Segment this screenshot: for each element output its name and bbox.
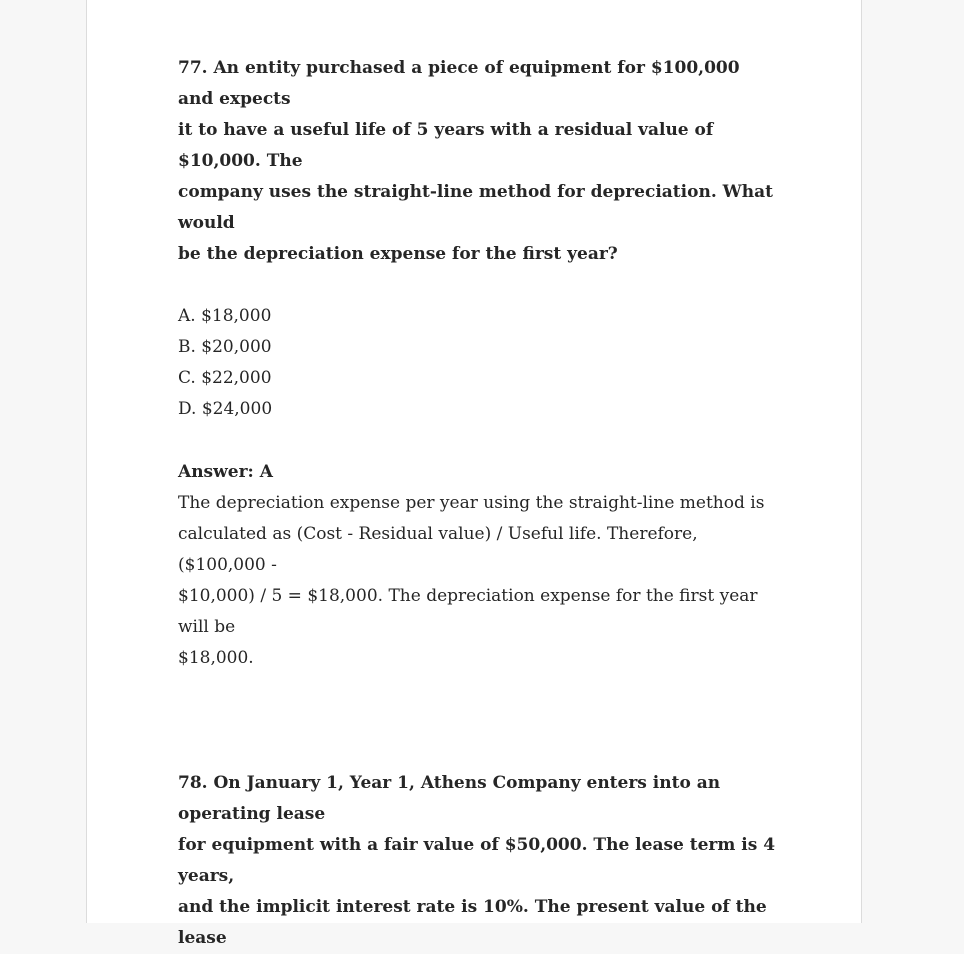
option-b: B. $20,000: [178, 337, 272, 357]
answer-options: [178, 301, 778, 425]
option-a: A. $18,000: [178, 306, 272, 326]
answer-77: [178, 457, 778, 674]
answer-label: Answer: A: [178, 462, 273, 482]
question-line: 78. On January 1, Year 1, Athens Company enters into an operating lease: [178, 773, 721, 824]
question-line: and the implicit interest rate is 10%. The present value of the lease: [178, 897, 767, 948]
explanation-line: calculated as (Cost - Residual value) / Useful life. Therefore, ($100,000 -: [178, 524, 698, 575]
question-77-text: [178, 53, 778, 270]
question-77: [178, 53, 778, 425]
question-line: it to have a useful life of 5 years with a residual value of $10,000. The: [178, 120, 714, 171]
question-line: for equipment with a fair value of $50,000. The lease term is 4 years,: [178, 835, 776, 886]
option-c: C. $22,000: [178, 368, 272, 388]
document-page: [86, 0, 862, 948]
question-78-text: [178, 768, 778, 954]
question-line: be the depreciation expense for the first year?: [178, 244, 618, 264]
explanation-line: $18,000.: [178, 648, 254, 668]
option-d: D. $24,000: [178, 399, 273, 419]
explanation-line: The depreciation expense per year using the straight-line method is: [178, 493, 765, 513]
explanation-line: $10,000) / 5 = $18,000. The depreciation expense for the first year will be: [178, 586, 758, 637]
question-line: 77. An entity purchased a piece of equipment for $100,000 and expects: [178, 58, 740, 109]
question-line: company uses the straight-line method for depreciation. What would: [178, 182, 773, 233]
